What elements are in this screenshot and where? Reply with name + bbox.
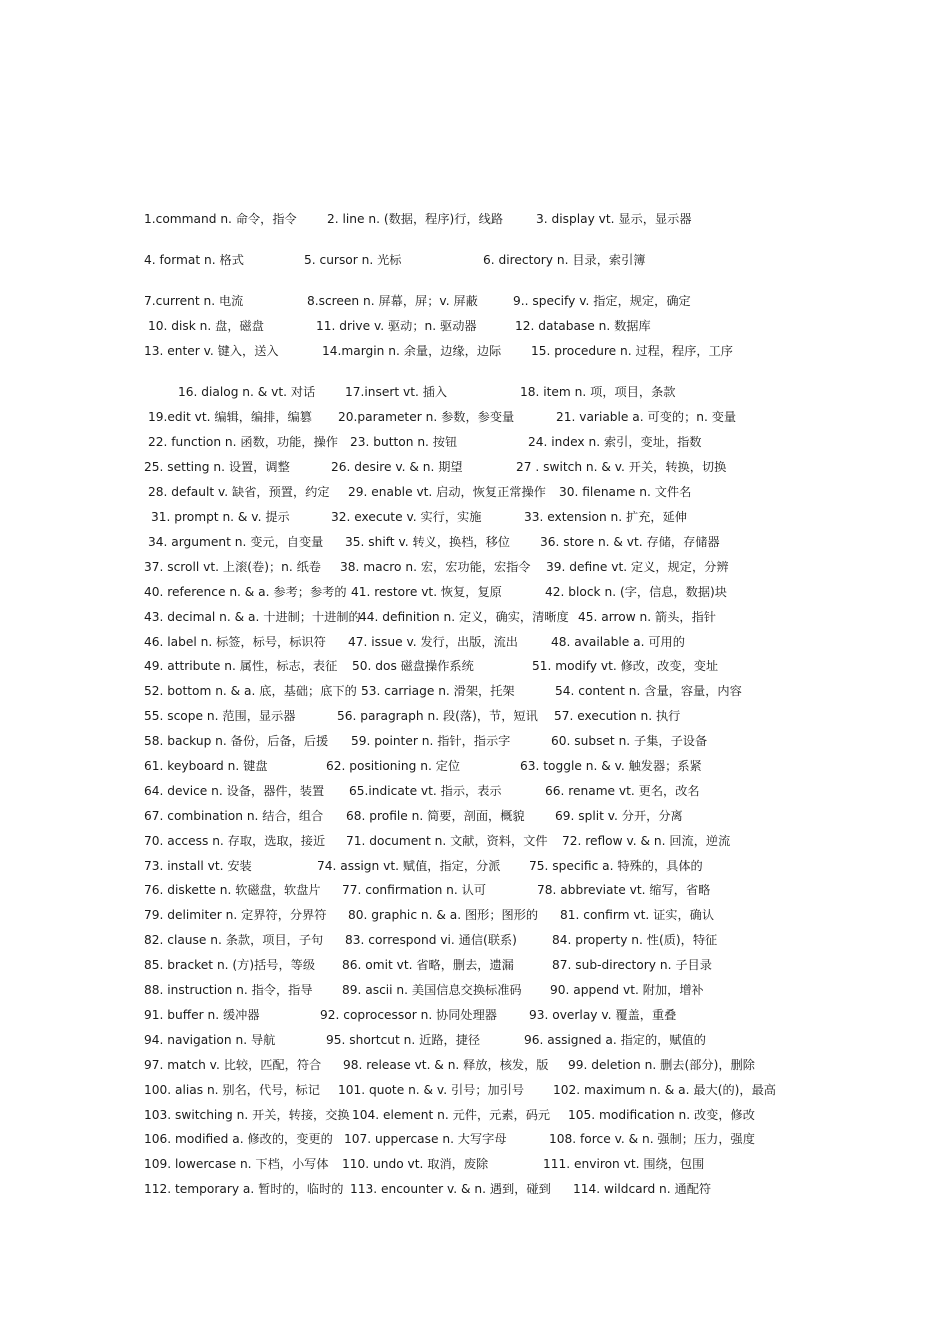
vocab-entry: 33. extension n. 扩充，延伸 (524, 510, 687, 524)
vocab-line (0, 632, 950, 652)
vocab-entry: 102. maximum n. & a. 最大(的)，最高 (553, 1083, 776, 1097)
vocab-entry: 83. correspond vi. 通信(联系) (345, 933, 517, 947)
vocab-entry: 87. sub-directory n. 子目录 (552, 958, 712, 972)
vocab-line (0, 607, 950, 627)
vocab-entry: 104. element n. 元件，元素，码元 (352, 1108, 551, 1122)
vocab-entry: 3. display vt. 显示，显示器 (536, 212, 692, 226)
vocab-entry: 75. specific a. 特殊的，具体的 (529, 859, 703, 873)
vocab-entry: 2. line n. (数据，程序)行，线路 (327, 212, 504, 226)
vocab-line (0, 209, 950, 229)
vocab-entry: 105. modification n. 改变，修改 (568, 1108, 755, 1122)
vocab-entry: 90. append vt. 附加，增补 (550, 983, 704, 997)
vocab-entry: 46. label n. 标签，标号，标识符 (144, 635, 326, 649)
vocab-entry: 21. variable a. 可变的；n. 变量 (556, 410, 737, 424)
vocab-entry: 112. temporary a. 暂时的，临时的 (144, 1182, 344, 1196)
vocab-entry: 1.command n. 命令，指令 (144, 212, 297, 226)
vocab-entry: 51. modify vt. 修改，改变，变址 (532, 659, 719, 673)
vocab-entry: 27 . switch n. & v. 开关，转换，切换 (516, 460, 727, 474)
vocab-line (0, 806, 950, 826)
vocab-entry: 93. overlay v. 覆盖，重叠 (529, 1008, 677, 1022)
vocab-entry: 72. reflow v. & n. 回流，逆流 (562, 834, 731, 848)
vocab-entry: 69. split v. 分开，分离 (555, 809, 683, 823)
vocab-entry: 29. enable vt. 启动，恢复正常操作 (348, 485, 546, 499)
vocab-entry: 36. store n. & vt. 存储，存储器 (540, 535, 720, 549)
vocab-entry: 5. cursor n. 光标 (304, 253, 402, 267)
vocab-entry: 109. lowercase n. 下档，小写体 (144, 1157, 329, 1171)
vocab-entry: 8.screen n. 屏幕，屏；v. 屏蔽 (307, 294, 478, 308)
vocab-entry: 92. coprocessor n. 协同处理器 (320, 1008, 497, 1022)
vocab-line (0, 432, 950, 452)
vocab-line (0, 407, 950, 427)
vocab-entry: 4. format n. 格式 (144, 253, 244, 267)
vocab-entry: 64. device n. 设备，器件，装置 (144, 784, 325, 798)
vocab-entry: 100. alias n. 别名，代号，标记 (144, 1083, 320, 1097)
vocab-line (0, 880, 950, 900)
vocab-entry: 89. ascii n. 美国信息交换标准码 (342, 983, 522, 997)
vocab-entry: 85. bracket n. (方)括号，等级 (144, 958, 316, 972)
vocab-line (0, 831, 950, 851)
vocab-entry: 56. paragraph n. 段(落)，节，短讯 (337, 709, 538, 723)
vocab-entry: 44. definition n. 定义，确实，清晰度 (359, 610, 569, 624)
vocab-entry: 94. navigation n. 导航 (144, 1033, 276, 1047)
vocab-line (0, 316, 950, 336)
vocab-entry: 26. desire v. & n. 期望 (331, 460, 463, 474)
vocab-line (0, 656, 950, 676)
vocab-line (0, 681, 950, 701)
vocab-entry: 9.. specify v. 指定，规定，确定 (513, 294, 691, 308)
vocab-entry: 28. default v. 缺省，预置，约定 (148, 485, 330, 499)
vocab-entry: 97. match v. 比较，匹配，符合 (144, 1058, 322, 1072)
vocab-line (0, 382, 950, 402)
vocab-entry: 113. encounter v. & n. 遇到，碰到 (350, 1182, 551, 1196)
vocab-entry: 39. define vt. 定义，规定，分辨 (546, 560, 729, 574)
vocab-entry: 17.insert vt. 插入 (345, 385, 448, 399)
vocab-entry: 41. restore vt. 恢复，复原 (351, 585, 502, 599)
vocab-entry: 77. confirmation n. 认可 (342, 883, 487, 897)
vocab-entry: 38. macro n. 宏，宏功能，宏指令 (340, 560, 531, 574)
vocab-entry: 16. dialog n. & vt. 对话 (178, 385, 316, 399)
vocab-entry: 110. undo vt. 取消，废除 (342, 1157, 489, 1171)
vocab-line (0, 955, 950, 975)
vocab-line (0, 905, 950, 925)
vocab-line (0, 731, 950, 751)
vocab-line (0, 980, 950, 1000)
vocab-line (0, 856, 950, 876)
vocab-entry: 30. filename n. 文件名 (559, 485, 692, 499)
vocab-line (0, 507, 950, 527)
vocab-entry: 7.current n. 电流 (144, 294, 244, 308)
vocab-entry: 6. directory n. 目录，索引簿 (483, 253, 646, 267)
vocab-entry: 24. index n. 索引，变址，指数 (528, 435, 702, 449)
vocab-entry: 66. rename vt. 更名，改名 (545, 784, 700, 798)
vocab-line (0, 1005, 950, 1025)
vocab-entry: 82. clause n. 条款，项目，子句 (144, 933, 324, 947)
vocab-entry: 108. force v. & n. 强制；压力，强度 (549, 1132, 755, 1146)
vocab-entry: 80. graphic n. & a. 图形；图形的 (348, 908, 539, 922)
vocab-entry: 58. backup n. 备份，后备，后援 (144, 734, 329, 748)
vocab-entry: 95. shortcut n. 近路，捷径 (326, 1033, 481, 1047)
vocab-entry: 43. decimal n. & a. 十进制；十进制的 (144, 610, 361, 624)
vocab-entry: 79. delimiter n. 定界符，分界符 (144, 908, 327, 922)
vocab-entry: 60. subset n. 子集，子设备 (551, 734, 708, 748)
vocab-entry: 47. issue v. 发行，出版，流出 (348, 635, 518, 649)
vocab-line (0, 250, 950, 270)
vocab-entry: 68. profile n. 简要，剖面，概貌 (346, 809, 525, 823)
vocab-entry: 31. prompt n. & v. 提示 (151, 510, 290, 524)
vocab-entry: 98. release vt. & n. 释放，核发，版 (343, 1058, 549, 1072)
vocab-entry: 23. button n. 按钮 (350, 435, 458, 449)
vocab-entry: 34. argument n. 变元，自变量 (148, 535, 324, 549)
vocab-entry: 18. item n. 项，项目，条款 (520, 385, 676, 399)
vocab-entry: 22. function n. 函数，功能，操作 (148, 435, 338, 449)
vocab-entry: 76. diskette n. 软磁盘，软盘片 (144, 883, 321, 897)
vocab-line (0, 532, 950, 552)
vocab-line (0, 582, 950, 602)
vocab-entry: 20.parameter n. 参数，参变量 (338, 410, 515, 424)
vocab-entry: 81. confirm vt. 证实，确认 (560, 908, 715, 922)
vocab-line (0, 1080, 950, 1100)
vocab-line (0, 1129, 950, 1149)
vocab-entry: 73. install vt. 安装 (144, 859, 252, 873)
vocab-entry: 106. modified a. 修改的，变更的 (144, 1132, 333, 1146)
vocab-entry: 50. dos 磁盘操作系统 (352, 659, 474, 673)
vocab-entry: 74. assign vt. 赋值，指定，分派 (317, 859, 501, 873)
vocab-entry: 62. positioning n. 定位 (326, 759, 461, 773)
vocab-entry: 45. arrow n. 箭头，指针 (578, 610, 716, 624)
vocab-entry: 59. pointer n. 指针，指示字 (351, 734, 511, 748)
vocab-entry: 103. switching n. 开关，转接，交换 (144, 1108, 350, 1122)
vocab-line (0, 482, 950, 502)
vocab-line (0, 457, 950, 477)
vocab-entry: 71. document n. 文献，资料，文件 (346, 834, 548, 848)
vocab-entry: 11. drive v. 驱动；n. 驱动器 (316, 319, 477, 333)
vocab-entry: 114. wildcard n. 通配符 (573, 1182, 712, 1196)
vocab-entry: 111. environ vt. 围绕，包围 (543, 1157, 705, 1171)
vocab-entry: 12. database n. 数据库 (515, 319, 651, 333)
vocab-entry: 55. scope n. 范围，显示器 (144, 709, 296, 723)
vocab-entry: 49. attribute n. 属性，标志，表征 (144, 659, 338, 673)
vocab-entry: 78. abbreviate vt. 缩写，省略 (537, 883, 711, 897)
vocab-entry: 70. access n. 存取，选取，接近 (144, 834, 326, 848)
vocab-line (0, 557, 950, 577)
vocab-entry: 86. omit vt. 省略，删去，遗漏 (342, 958, 514, 972)
vocab-entry: 54. content n. 含量，容量，内容 (555, 684, 742, 698)
vocab-line (0, 1179, 950, 1199)
vocab-line (0, 1154, 950, 1174)
vocab-line (0, 1030, 950, 1050)
vocab-entry: 88. instruction n. 指令，指导 (144, 983, 313, 997)
vocab-entry: 42. block n. (字，信息，数据)块 (545, 585, 727, 599)
vocab-entry: 10. disk n. 盘，磁盘 (148, 319, 264, 333)
vocab-line (0, 341, 950, 361)
vocab-entry: 53. carriage n. 滑架，托架 (361, 684, 515, 698)
vocab-entry: 99. deletion n. 删去(部分)，删除 (568, 1058, 755, 1072)
vocab-line (0, 706, 950, 726)
vocab-entry: 84. property n. 性(质)，特征 (552, 933, 718, 947)
vocab-entry: 63. toggle n. & v. 触发器；系紧 (520, 759, 702, 773)
vocab-entry: 52. bottom n. & a. 底，基础；底下的 (144, 684, 357, 698)
vocab-entry: 19.edit vt. 编辑，编排，编篡 (148, 410, 312, 424)
vocab-entry: 32. execute v. 实行，实施 (331, 510, 482, 524)
vocab-entry: 40. reference n. & a. 参考；参考的 (144, 585, 347, 599)
vocab-line (0, 291, 950, 311)
vocab-entry: 57. execution n. 执行 (554, 709, 681, 723)
vocab-entry: 13. enter v. 键入，送入 (144, 344, 279, 358)
vocab-line (0, 1055, 950, 1075)
vocab-entry: 96. assigned a. 指定的，赋值的 (524, 1033, 706, 1047)
vocab-line (0, 781, 950, 801)
vocab-entry: 65.indicate vt. 指示，表示 (349, 784, 502, 798)
vocab-line (0, 756, 950, 776)
vocab-line (0, 930, 950, 950)
vocab-entry: 101. quote n. & v. 引号；加引号 (338, 1083, 525, 1097)
vocab-entry: 15. procedure n. 过程，程序，工序 (531, 344, 733, 358)
vocab-entry: 107. uppercase n. 大写字母 (344, 1132, 507, 1146)
vocab-entry: 37. scroll vt. 上滚(卷)；n. 纸卷 (144, 560, 321, 574)
vocab-entry: 25. setting n. 设置，调整 (144, 460, 290, 474)
vocab-entry: 61. keyboard n. 键盘 (144, 759, 268, 773)
vocab-entry: 91. buffer n. 缓冲器 (144, 1008, 260, 1022)
vocab-line (0, 1105, 950, 1125)
vocab-entry: 67. combination n. 结合，组合 (144, 809, 324, 823)
vocab-entry: 48. available a. 可用的 (551, 635, 685, 649)
vocab-entry: 14.margin n. 余量，边缘，边际 (322, 344, 502, 358)
vocab-entry: 35. shift v. 转义，换档，移位 (345, 535, 510, 549)
